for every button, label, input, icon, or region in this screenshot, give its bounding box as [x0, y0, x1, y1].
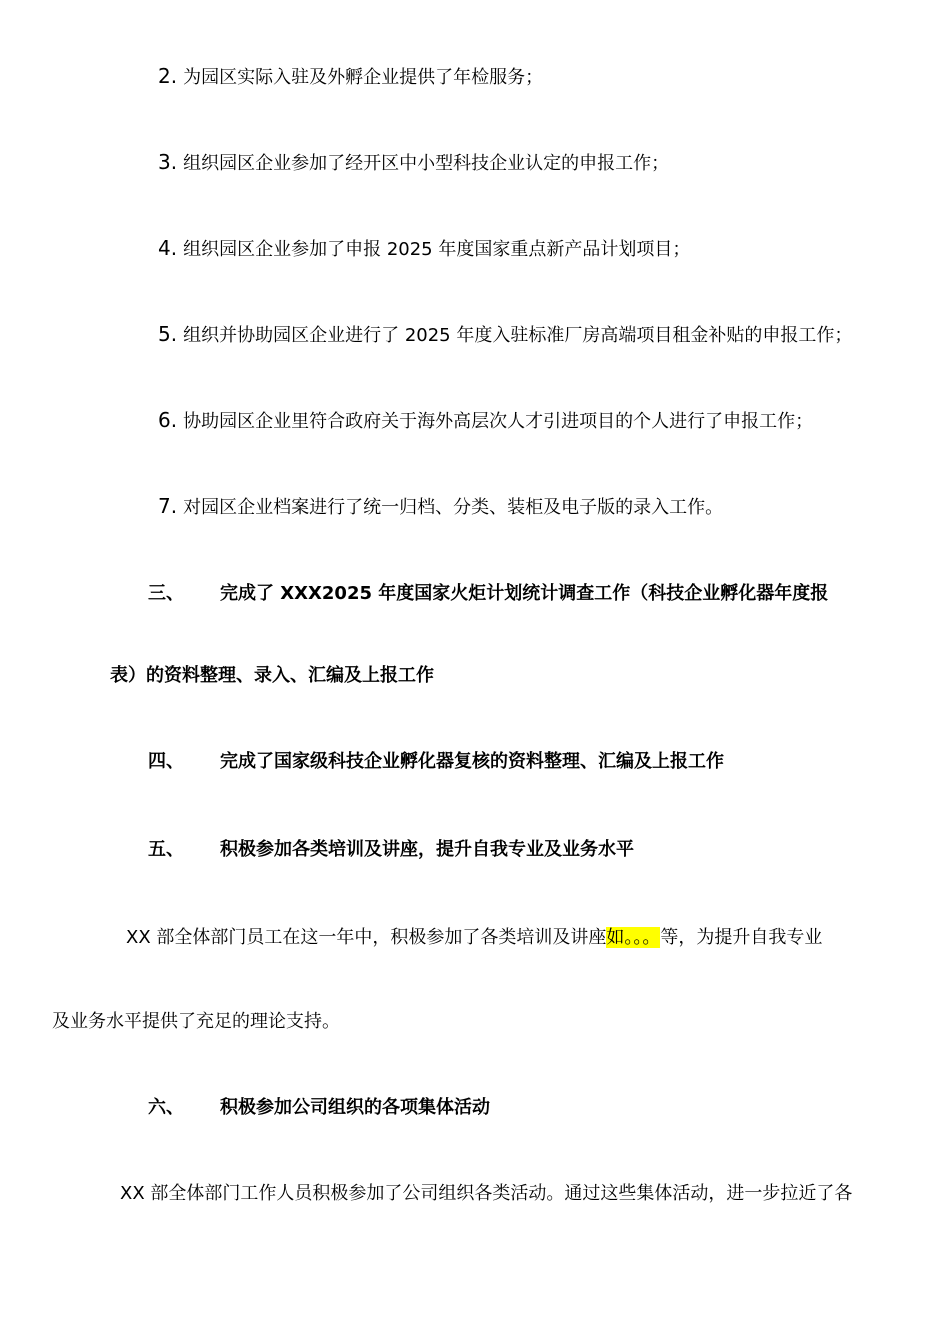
paragraph-training-continued: [52, 1010, 340, 1034]
list-text: 对园区企业档案进行了统一归档、分类、装柜及电子版的录入工作。: [183, 497, 724, 518]
list-text: 组织园区企业参加了经开区中小型科技企业认定的申报工作；: [183, 153, 670, 174]
section-title: 积极参加公司组织的各项集体活动: [220, 1097, 490, 1118]
list-number: 5.: [158, 322, 178, 346]
paragraph-text: 等，为提升自我专业: [660, 927, 823, 948]
paragraph-activities: [120, 1182, 852, 1206]
list-item-5: [158, 322, 852, 348]
section-heading-3-continued: [110, 664, 434, 688]
list-item-6: [158, 408, 813, 434]
section-title: 完成了 XXX2025 年度国家火炬计划统计调查工作（科技企业孵化器年度报: [220, 583, 829, 604]
list-text: 为园区实际入驻及外孵企业提供了年检服务；: [183, 67, 544, 88]
paragraph-text: XX 部全体部门员工在这一年中，积极参加了各类培训及讲座: [126, 927, 607, 948]
paragraph-text: 及业务水平提供了充足的理论支持。: [52, 1011, 340, 1032]
list-number: 3.: [158, 150, 178, 174]
list-item-2: [158, 64, 543, 90]
list-number: 2.: [158, 64, 178, 88]
list-number: 6.: [158, 408, 178, 432]
list-item-3: [158, 150, 669, 176]
section-number: 五、: [148, 839, 184, 860]
section-heading-3: [148, 582, 828, 606]
section-title-continued: 表）的资料整理、录入、汇编及上报工作: [110, 665, 434, 686]
section-number: 三、: [148, 583, 184, 604]
paragraph-text: XX 部全体部门工作人员积极参加了公司组织各类活动。通过这些集体活动，进一步拉近了各: [120, 1183, 853, 1204]
list-text: 组织并协助园区企业进行了 2025 年度入驻标准厂房高端项目租金补贴的申报工作；: [183, 325, 853, 346]
list-item-7: [158, 494, 723, 520]
section-number: 四、: [148, 751, 184, 772]
section-title: 积极参加各类培训及讲座，提升自我专业及业务水平: [220, 839, 634, 860]
list-number: 4.: [158, 236, 178, 260]
list-number: 7.: [158, 494, 178, 518]
highlighted-text: 如。。。: [606, 927, 661, 948]
paragraph-training: [126, 926, 822, 950]
list-text: 组织园区企业参加了申报 2025 年度国家重点新产品计划项目；: [183, 239, 691, 260]
section-heading-4: [148, 750, 724, 774]
section-title: 完成了国家级科技企业孵化器复核的资料整理、汇编及上报工作: [220, 751, 724, 772]
list-text: 协助园区企业里符合政府关于海外高层次人才引进项目的个人进行了申报工作；: [183, 411, 814, 432]
section-heading-5: [148, 838, 634, 862]
list-item-4: [158, 236, 690, 262]
section-number: 六、: [148, 1097, 184, 1118]
section-heading-6: [148, 1096, 490, 1120]
